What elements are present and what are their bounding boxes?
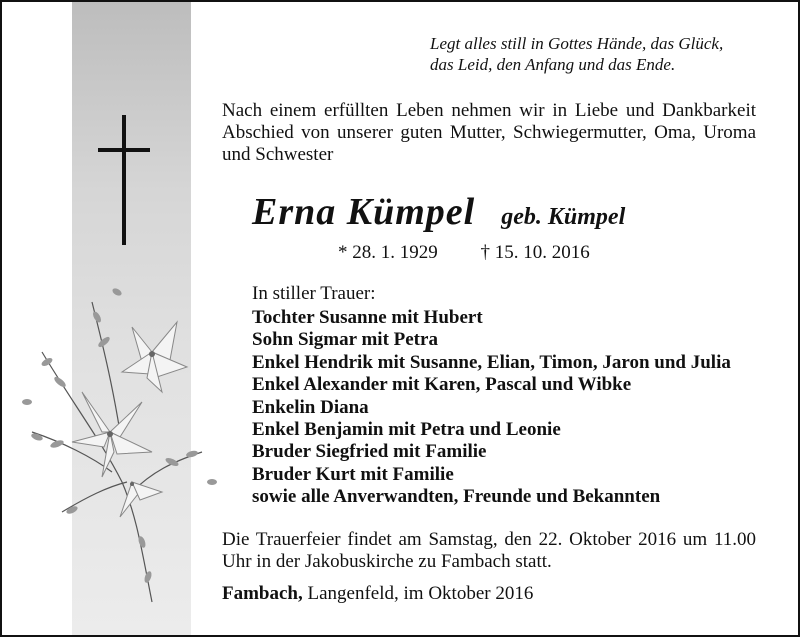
birth-date: * 28. 1. 1929 [338,242,438,263]
list-item: Tochter Susanne mit Hubert [252,307,483,328]
deceased-name-row [252,190,625,234]
intro-text: Nach einem erfüllten Leben nehmen wir in Liebe und Dankbarkeit Abschied von unserer guten Mutter, Schwiegermutter, Oma, Uroma und Schwester [222,100,756,165]
death-date: † 15. 10. 2016 [480,242,590,263]
list-item: Enkel Benjamin mit Petra und Leonie [252,419,561,441]
mourners-label: In stiller Trauer: [252,283,376,304]
list-item: Bruder Kurt mit Familie [252,463,454,485]
signoff-rest: Langenfeld, im Oktober 2016 [302,583,534,604]
cross-icon [98,115,150,245]
list-item: Enkel Alexander mit Karen, Pascal und Wibke [252,374,632,396]
quote-line-1: Legt alles still in Gottes Hände, das Glück, [430,34,724,53]
bible-quote [430,33,752,75]
signoff [222,583,533,605]
deceased-name: Erna Kümpel [252,191,476,233]
birth-name: geb. Kümpel [501,204,626,230]
life-dates [338,242,590,264]
list-item: Enkel Hendrik mit Susanne, Elian, Timon, Jaron und Julia [252,351,731,373]
list-item: Sohn Sigmar mit Petra [252,329,438,351]
mourners-list [252,307,731,509]
quote-line-2: das Leid, den Anfang und das Ende. [430,55,676,74]
signoff-place: Fambach, [222,583,303,604]
lily-bouquet-icon [2,282,232,612]
list-item: Enkelin Diana [252,396,369,418]
list-item: sowie alle Anverwandten, Freunde und Bekannten [252,486,661,508]
funeral-notice: Die Trauerfeier findet am Samstag, den 22. Oktober 2016 um 11.00 Uhr in der Jakobuskirche zu Fambach statt. [222,529,756,572]
list-item: Bruder Siegfried mit Familie [252,441,487,463]
